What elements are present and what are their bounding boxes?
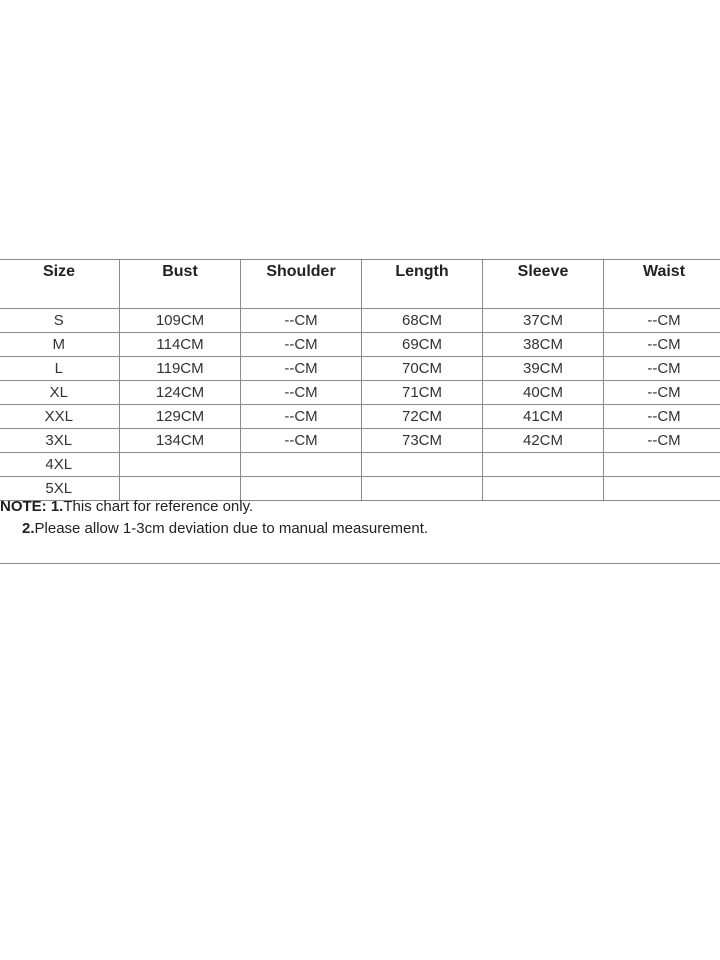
size-chart-table	[0, 259, 720, 501]
table-row	[0, 357, 720, 381]
cell-length	[362, 453, 483, 477]
cell-sleeve: 42CM	[483, 429, 604, 453]
cell-size: 4XL	[0, 453, 120, 477]
cell-waist: --CM	[604, 405, 720, 429]
cell-shoulder: --CM	[241, 309, 362, 333]
cell-size: 3XL	[0, 429, 120, 453]
note-2-text: Please allow 1-3cm deviation due to manual measurement.	[34, 520, 429, 537]
cell-waist: --CM	[604, 429, 720, 453]
cell-bust: 124CM	[120, 381, 241, 405]
note-prefix: NOTE:	[0, 498, 47, 515]
cell-size: M	[0, 333, 120, 357]
cell-size: L	[0, 357, 120, 381]
cell-sleeve: 40CM	[483, 381, 604, 405]
cell-length: 71CM	[362, 381, 483, 405]
cell-waist: --CM	[604, 357, 720, 381]
cell-bust: 109CM	[120, 309, 241, 333]
cell-sleeve: 38CM	[483, 333, 604, 357]
cell-length: 70CM	[362, 357, 483, 381]
cell-length: 68CM	[362, 309, 483, 333]
table-row	[0, 453, 720, 477]
cell-bust: 129CM	[120, 405, 241, 429]
note-1-number: 1.	[50, 498, 64, 515]
table-row	[0, 405, 720, 429]
column-header-shoulder: Shoulder	[241, 260, 362, 309]
note-line-2	[22, 520, 428, 537]
cell-bust: 114CM	[120, 333, 241, 357]
cell-bust: 134CM	[120, 429, 241, 453]
cell-bust: 119CM	[120, 357, 241, 381]
cell-length: 69CM	[362, 333, 483, 357]
cell-shoulder: --CM	[241, 405, 362, 429]
cell-sleeve: 37CM	[483, 309, 604, 333]
cell-sleeve: 39CM	[483, 357, 604, 381]
cell-bust	[120, 453, 241, 477]
cell-size: XL	[0, 381, 120, 405]
size-chart	[0, 259, 720, 564]
note-2-number: 2.	[22, 520, 35, 537]
cell-waist: --CM	[604, 333, 720, 357]
column-header-sleeve: Sleeve	[483, 260, 604, 309]
notes-section	[0, 496, 720, 564]
cell-size: 5XL	[0, 477, 120, 501]
cell-waist: --CM	[604, 381, 720, 405]
cell-waist	[604, 453, 720, 477]
size-chart-body	[0, 309, 720, 501]
header-row	[0, 260, 720, 309]
cell-shoulder: --CM	[241, 333, 362, 357]
column-header-size: Size	[0, 260, 120, 309]
table-row	[0, 309, 720, 333]
cell-shoulder: --CM	[241, 357, 362, 381]
cell-sleeve: 41CM	[483, 405, 604, 429]
column-header-bust: Bust	[120, 260, 241, 309]
cell-size: XXL	[0, 405, 120, 429]
cell-size: S	[0, 309, 120, 333]
column-header-length: Length	[362, 260, 483, 309]
table-row	[0, 333, 720, 357]
cell-waist: --CM	[604, 309, 720, 333]
cell-shoulder	[241, 453, 362, 477]
cell-length: 72CM	[362, 405, 483, 429]
cell-shoulder: --CM	[241, 429, 362, 453]
cell-length: 73CM	[362, 429, 483, 453]
table-row	[0, 381, 720, 405]
cell-sleeve	[483, 453, 604, 477]
note-line-1	[0, 498, 253, 515]
table-row	[0, 429, 720, 453]
column-header-waist: Waist	[604, 260, 720, 309]
cell-shoulder: --CM	[241, 381, 362, 405]
note-1-text: This chart for reference only.	[63, 498, 254, 515]
